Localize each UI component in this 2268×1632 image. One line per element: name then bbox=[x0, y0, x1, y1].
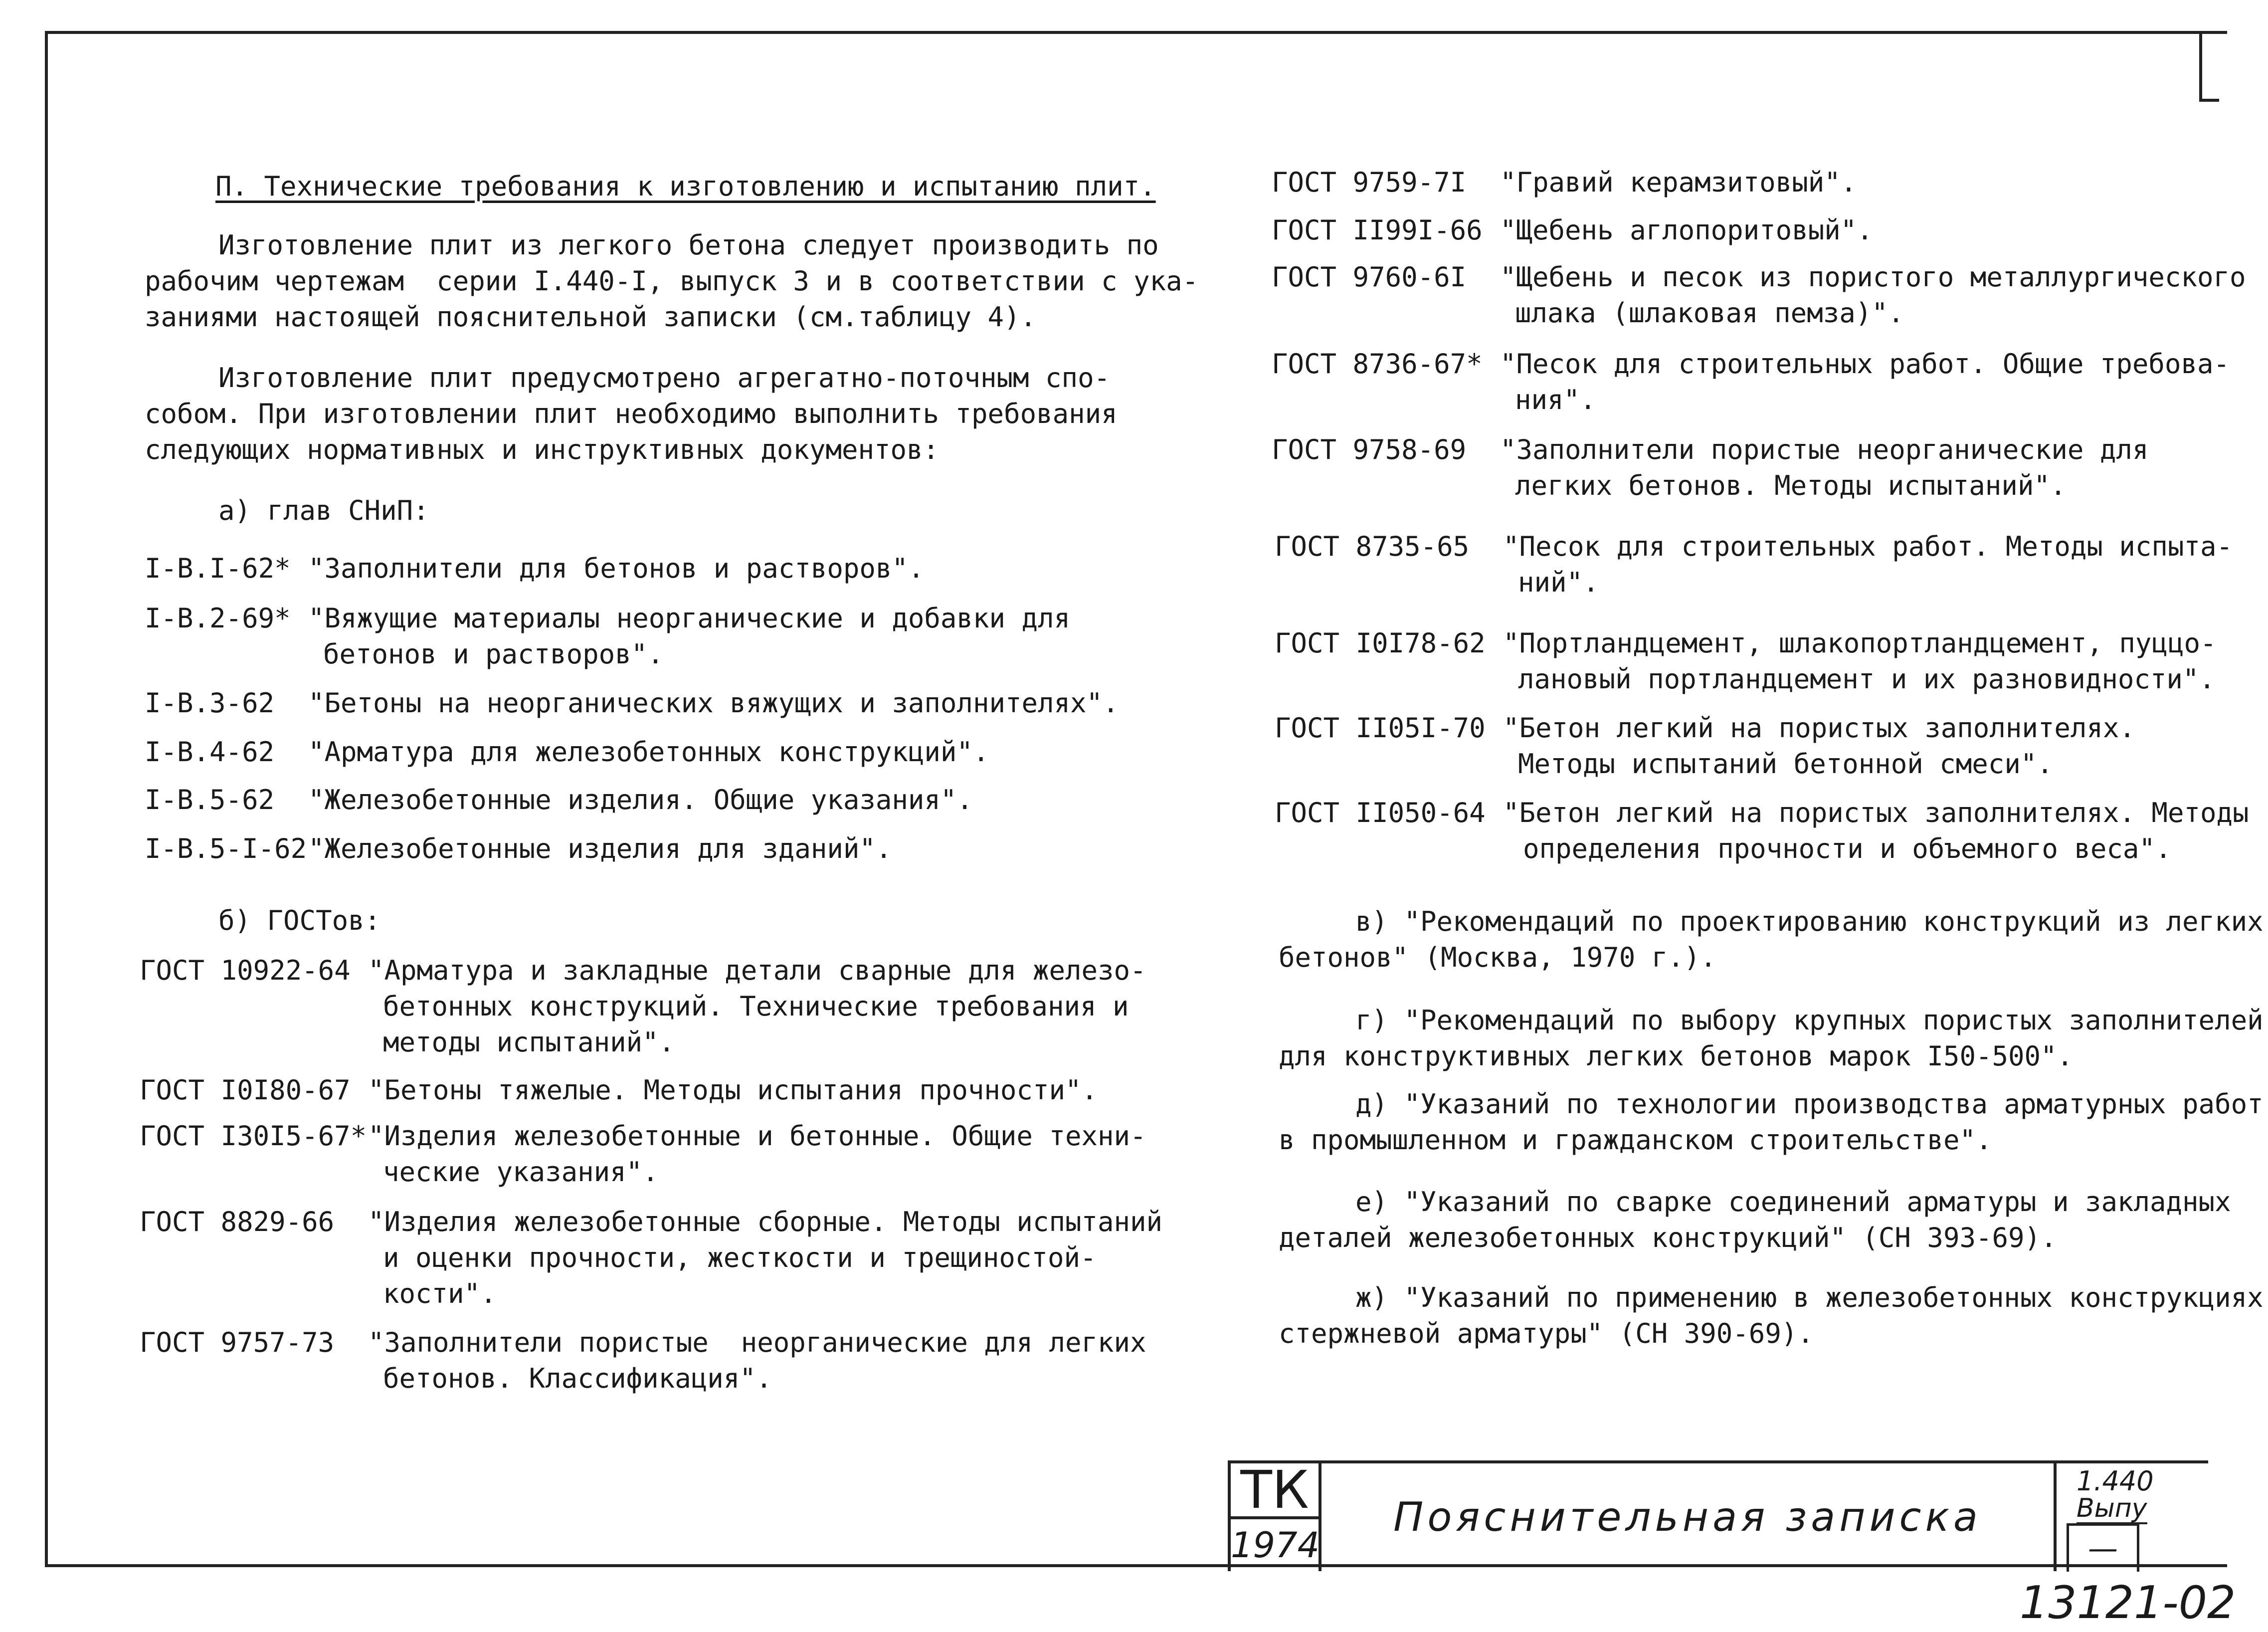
sheet-number: — bbox=[2067, 1523, 2139, 1572]
series-code: 1.440 bbox=[2077, 1465, 2154, 1497]
para1-line1: Изготовление плит из легкого бетона следует производить по bbox=[218, 229, 1159, 261]
gost-desc: "Бетоны тяжелые. Методы испытания прочности". bbox=[368, 1074, 1098, 1106]
snip-desc: "Заполнители для бетонов и растворов". bbox=[308, 553, 925, 584]
snip-code: I-В.5-62 bbox=[145, 784, 275, 816]
gost-desc: бетонных конструкций. Технические требования и bbox=[383, 991, 1129, 1022]
gost-code: ГОСТ 8735-65 bbox=[1275, 531, 1470, 562]
rec-line: д) "Указаний по технологии производства арматурных работ bbox=[1355, 1088, 2264, 1120]
gost-desc: "Гравий керамзитовый". bbox=[1500, 167, 1857, 198]
title-block bbox=[1228, 1460, 2208, 1571]
gost-heading: б) ГОСТов: bbox=[218, 905, 381, 936]
gost-code: ГОСТ 9760-6I bbox=[1272, 261, 1467, 293]
rec-line: в промышленном и гражданском строительстве". bbox=[1279, 1124, 1992, 1156]
para1-line3: заниями настоящей пояснительной записки (см.таблицу 4). bbox=[145, 301, 1037, 333]
gost-desc: "Портландцемент, шлакопортландцемент, пуццо- bbox=[1503, 627, 2217, 659]
para2-line1: Изготовление плит предусмотрено агрегатно-поточным спо- bbox=[218, 362, 1111, 394]
snip-desc: "Железобетонные изделия для зданий". bbox=[308, 833, 892, 864]
gost-desc: "Изделия железобетонные сборные. Методы испытаний bbox=[368, 1206, 1163, 1237]
gost-desc: шлака (шлаковая пемза)". bbox=[1515, 297, 1904, 329]
corner-mark bbox=[2199, 31, 2219, 102]
gost-code: ГОСТ II99I-66 bbox=[1272, 214, 1483, 246]
para1-line2: рабочим чертежам серии I.440-I, выпуск 3 и в соответствии с ука- bbox=[145, 265, 1199, 297]
gost-desc: ния". bbox=[1515, 384, 1596, 415]
gost-desc: "Песок для строительных работ. Общие требова- bbox=[1500, 348, 2230, 380]
gost-desc: бетонов. Классификация". bbox=[383, 1363, 772, 1394]
gost-desc: определения прочности и объемного веса". bbox=[1523, 833, 2172, 864]
gost-desc: ний". bbox=[1518, 567, 1599, 598]
gost-code: ГОСТ I0I78-62 bbox=[1275, 627, 1486, 659]
gost-desc: "Щебень и песок из пористого металлургического bbox=[1500, 261, 2246, 293]
series-issue: Выпу bbox=[2077, 1493, 2147, 1523]
gost-desc: "Щебень аглопоритовый". bbox=[1500, 214, 1873, 246]
gost-code: ГОСТ 9759-7I bbox=[1272, 167, 1467, 198]
gost-desc: ческие указания". bbox=[383, 1156, 659, 1188]
snip-code: I-В.I-62* bbox=[145, 553, 291, 584]
rec-line: ж) "Указаний по применению в железобетонных конструкциях bbox=[1355, 1282, 2264, 1313]
snip-heading: а) глав СНиП: bbox=[218, 495, 429, 526]
para2-line3: следующих нормативных и инструктивных документов: bbox=[145, 434, 940, 465]
rec-line: для конструктивных легких бетонов марок I50-500". bbox=[1279, 1040, 2074, 1072]
gost-desc: "Песок для строительных работ. Методы испыта- bbox=[1503, 531, 2233, 562]
rec-line: в) "Рекомендаций по проектированию конструкций из легких bbox=[1355, 906, 2264, 937]
gost-desc: лановый портландцемент и их разновидности". bbox=[1518, 663, 2215, 695]
rec-line: стержневой арматуры" (СН 390-69). bbox=[1279, 1318, 1814, 1349]
rec-line: г) "Рекомендаций по выбору крупных пористых заполнителей bbox=[1355, 1005, 2264, 1036]
document-title: Пояснительная записка bbox=[1393, 1494, 1982, 1540]
document-number: 13121-02 bbox=[2020, 1577, 2236, 1629]
snip-desc: "Железобетонные изделия. Общие указания". bbox=[308, 784, 973, 816]
stamp-year: 1974 bbox=[1231, 1519, 1322, 1571]
snip-code: I-В.4-62 bbox=[145, 736, 275, 768]
snip-code: I-В.3-62 bbox=[145, 687, 275, 719]
gost-desc: методы испытаний". bbox=[383, 1026, 675, 1058]
snip-desc: "Вяжущие материалы неорганические и добавки для bbox=[308, 603, 1071, 634]
gost-desc: Методы испытаний бетонной смеси". bbox=[1518, 748, 2053, 780]
org-code: ТК bbox=[1231, 1463, 1322, 1519]
rec-line: деталей железобетонных конструкций" (СН 393-69). bbox=[1279, 1222, 2057, 1253]
gost-code: ГОСТ 8829-66 bbox=[140, 1206, 335, 1237]
snip-desc: бетонов и растворов". bbox=[323, 638, 664, 670]
snip-code: I-В.2-69* bbox=[145, 603, 291, 634]
gost-code: ГОСТ I30I5-67* bbox=[140, 1120, 367, 1152]
gost-desc: "Арматура и закладные детали сварные для железо- bbox=[368, 955, 1146, 986]
gost-code: ГОСТ 9757-73 bbox=[140, 1327, 335, 1358]
gost-desc: "Изделия железобетонные и бетонные. Общие техни- bbox=[368, 1120, 1146, 1152]
gost-code: ГОСТ I0I80-67 bbox=[140, 1074, 351, 1106]
gost-desc: "Заполнители пористые неорганические для bbox=[1500, 434, 2149, 465]
gost-code: ГОСТ II050-64 bbox=[1275, 797, 1486, 828]
rec-line: бетонов" (Москва, 1970 г.). bbox=[1279, 942, 1716, 973]
gost-desc: "Бетон легкий на пористых заполнителях. bbox=[1503, 712, 2135, 744]
gost-desc: кости". bbox=[383, 1278, 497, 1309]
gost-desc: легких бетонов. Методы испытаний". bbox=[1515, 470, 2067, 501]
section-heading: П. Технические требования к изготовлению и испытанию плит. bbox=[215, 171, 1156, 202]
gost-code: ГОСТ 10922-64 bbox=[140, 955, 351, 986]
gost-code: ГОСТ II05I-70 bbox=[1275, 712, 1486, 744]
gost-desc: "Заполнители пористые неорганические для легких bbox=[368, 1327, 1146, 1358]
snip-desc: "Бетоны на неорганических вяжущих и заполнителях". bbox=[308, 687, 1119, 719]
gost-code: ГОСТ 8736-67* bbox=[1272, 348, 1483, 380]
gost-desc: и оценки прочности, жесткости и трещиностой- bbox=[383, 1242, 1097, 1273]
snip-code: I-В.5-I-62 bbox=[145, 833, 307, 864]
series-cell bbox=[2054, 1463, 2154, 1571]
rec-line: е) "Указаний по сварке соединений арматуры и закладных bbox=[1355, 1186, 2231, 1218]
para2-line2: собом. При изготовлении плит необходимо выполнить требования bbox=[145, 398, 1118, 429]
snip-desc: "Арматура для железобетонных конструкций". bbox=[308, 736, 989, 768]
gost-desc: "Бетон легкий на пористых заполнителях. Методы bbox=[1503, 797, 2249, 828]
gost-code: ГОСТ 9758-69 bbox=[1272, 434, 1467, 465]
